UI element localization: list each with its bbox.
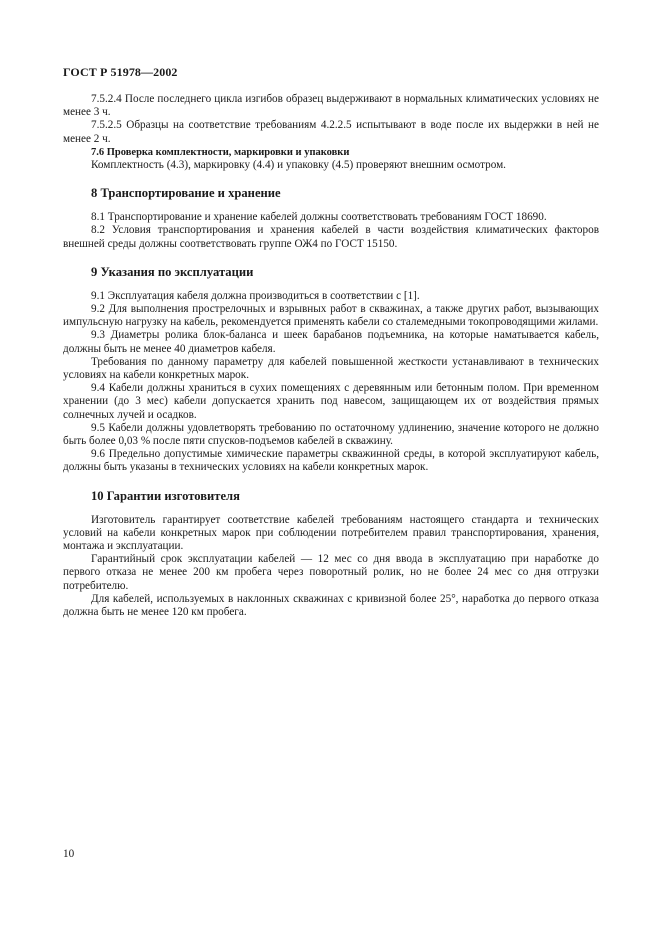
page-number: 10 bbox=[63, 848, 75, 860]
paragraph-7-6: Комплектность (4.3), маркировку (4.4) и упаковку (4.5) проверяют внешним осмотром. bbox=[91, 159, 506, 172]
paragraph-8-1: 8.1 Транспортирование и хранение кабелей должны соответствовать требованиям ГОСТ 18690. bbox=[91, 211, 547, 224]
paragraph-9-1: 9.1 Эксплуатация кабеля должна производиться в соответствии с [1]. bbox=[91, 289, 420, 302]
paragraph-9-6: 9.6 Предельно допустимые химические параметры скважинной среды, в которой эксплуатируют кабель, должны быть указаны в технических условиях на кабели конкретных марок. bbox=[63, 448, 599, 474]
paragraph-8-2: 8.2 Условия транспортирования и хранения кабелей в части воздействия климатических факторов внешней среды должны соответствовать группе ОЖ4 по ГОСТ 15150. bbox=[63, 224, 599, 250]
spacer bbox=[63, 504, 599, 514]
paragraph-10-2: Гарантийный срок эксплуатации кабелей — 12 мес со дня ввода в эксплуатацию при наработке до первого отказа не менее 200 км пробега через поворотный ролик, но не более 24 мес со дня отгрузки потребителю. bbox=[63, 553, 599, 592]
paragraph-9-3: 9.3 Диаметры ролика блок-баланса и шеек барабанов подъемника, на которые наматывается кабель, должны быть не менее 40 диаметров кабеля. bbox=[63, 329, 599, 355]
document-header: ГОСТ Р 51978—2002 bbox=[63, 65, 178, 79]
subsection-7-6-title: 7.6 Проверка комплектности, маркировки и упаковки bbox=[91, 146, 350, 158]
section-8-heading: 8 Транспортирование и хранение bbox=[91, 186, 281, 201]
paragraph-7-5-2-5: 7.5.2.5 Образцы на соответствие требованиям 4.2.2.5 испытывают в воде после их выдержки в ней не менее 2 ч. bbox=[63, 119, 599, 145]
paragraph-9-4: 9.4 Кабели должны храниться в сухих помещениях с деревянным или бетонным полом. При временном хранении (до 3 мес) кабели допускается хранить под навесом, защищающем их от воздействия прямых солнечных лучей и осадков. bbox=[63, 382, 599, 421]
spacer bbox=[63, 251, 599, 265]
spacer bbox=[63, 475, 599, 489]
section-10-heading: 10 Гарантии изготовителя bbox=[91, 488, 240, 503]
paragraph-9-2: 9.2 Для выполнения прострелочных и взрывных работ в скважинах, а также других работ, вызывающих импульсную нагрузку на кабель, рекомендуется применять кабели со сталемедными токопроводящими жилами. bbox=[63, 303, 599, 329]
paragraph-9-5: 9.5 Кабели должны удовлетворять требованию по остаточному удлинению, значение которого не должно быть более 0,03 % после пяти спусков-подъемов кабелей в скважину. bbox=[63, 421, 599, 448]
paragraph-10-1: Изготовитель гарантирует соответствие кабелей требованиям настоящего стандарта и технических условий на кабели конкретных марок при соблюдении потребителем правил транспортирования, хранения, монтажа и эксплуатации. bbox=[63, 513, 599, 553]
paragraph-7-5-2-4: 7.5.2.4 После последнего цикла изгибов образец выдерживают в нормальных климатических условиях не менее 3 ч. bbox=[63, 93, 599, 119]
paragraph-10-3: Для кабелей, используемых в наклонных скважинах с кривизной более 25°, наработка до первого отказа должна быть не менее 120 км пробега. bbox=[63, 592, 599, 619]
section-9-heading: 9 Указания по эксплуатации bbox=[91, 264, 254, 279]
paragraph-9-3-note: Требования по данному параметру для кабелей повышенной жесткости устанавливают в технических условиях на кабели конкретных марок. bbox=[63, 355, 599, 382]
spacer bbox=[63, 172, 599, 186]
document-body bbox=[63, 93, 599, 619]
spacer bbox=[63, 280, 599, 290]
spacer bbox=[63, 201, 599, 211]
